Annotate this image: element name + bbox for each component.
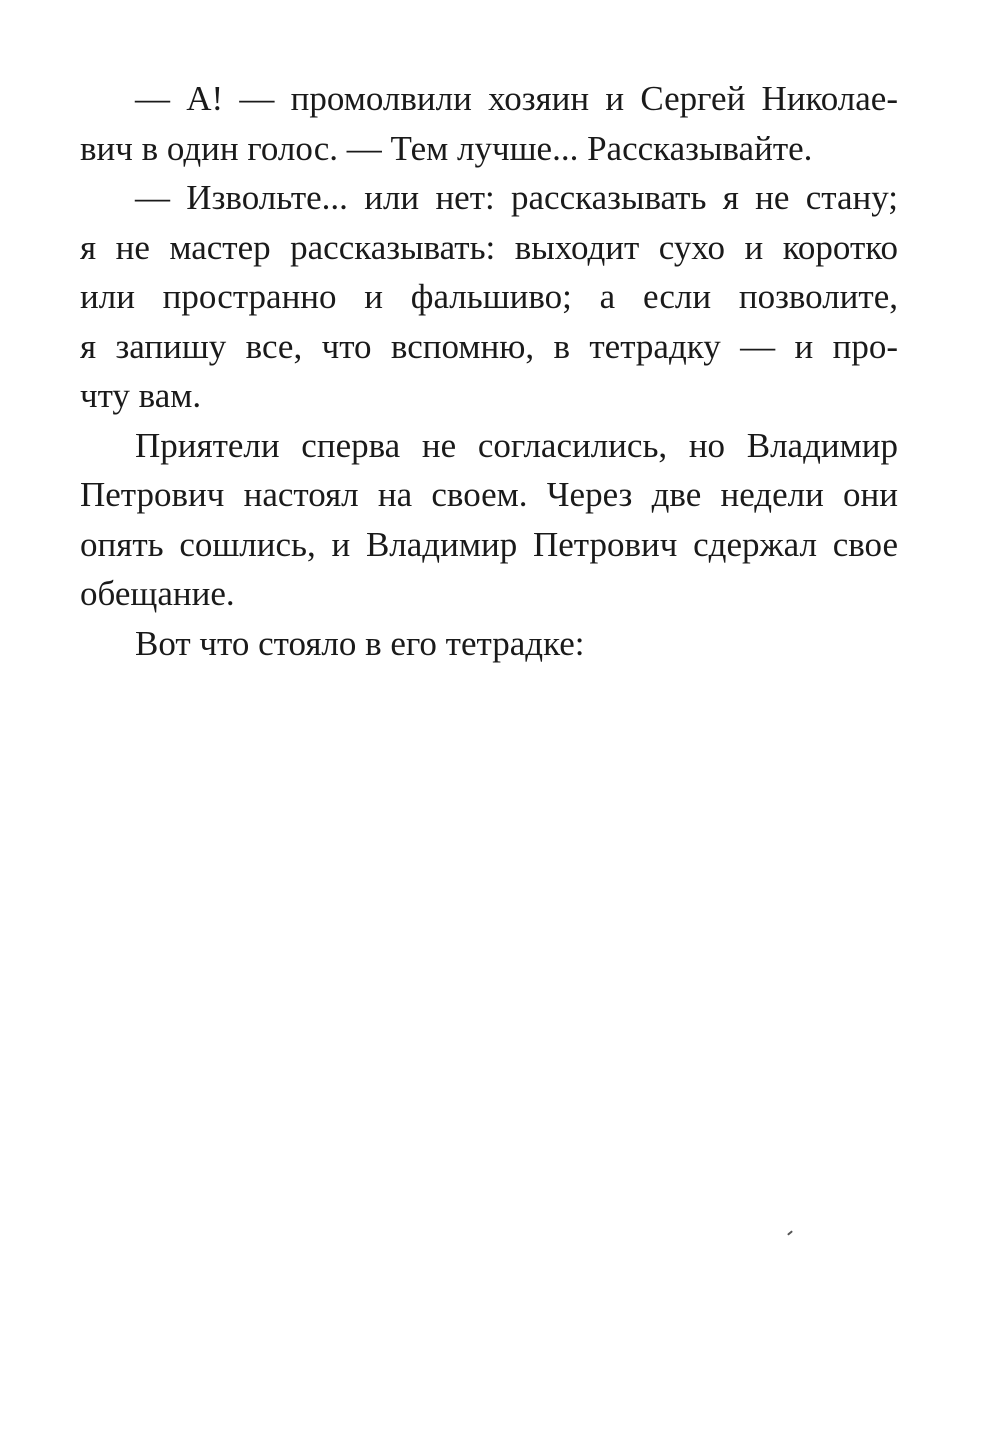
- text-line: Вот что стояло в его тетрадке:: [135, 623, 585, 663]
- text-line: чту вам.: [80, 376, 202, 415]
- text-line: Петрович настоял на своем. Через две недели они: [80, 475, 898, 514]
- text-line: — Извольте... или нет: рассказывать я не стану;: [135, 178, 898, 217]
- text-line: я не мастер рассказывать: выходит сухо и коротко: [80, 227, 898, 267]
- text-line: вич в один голос. — Тем лучше... Рассказывайте.: [80, 128, 813, 168]
- text-line: Приятели сперва не согласились, но Владимир: [135, 425, 898, 465]
- text-line: — А! — промолвили хозяин и Сергей Николае-: [135, 79, 898, 118]
- body-text: [80, 74, 898, 668]
- text-line: обещание.: [80, 574, 235, 613]
- ink-speck: [787, 1230, 793, 1235]
- text-line: опять сошлись, и Владимир Петрович сдержал свое: [80, 524, 898, 564]
- text-line: или пространно и фальшиво; а если позволите,: [80, 277, 898, 316]
- text-line: я запишу все, что вспомню, в тетрадку — и про-: [80, 326, 898, 366]
